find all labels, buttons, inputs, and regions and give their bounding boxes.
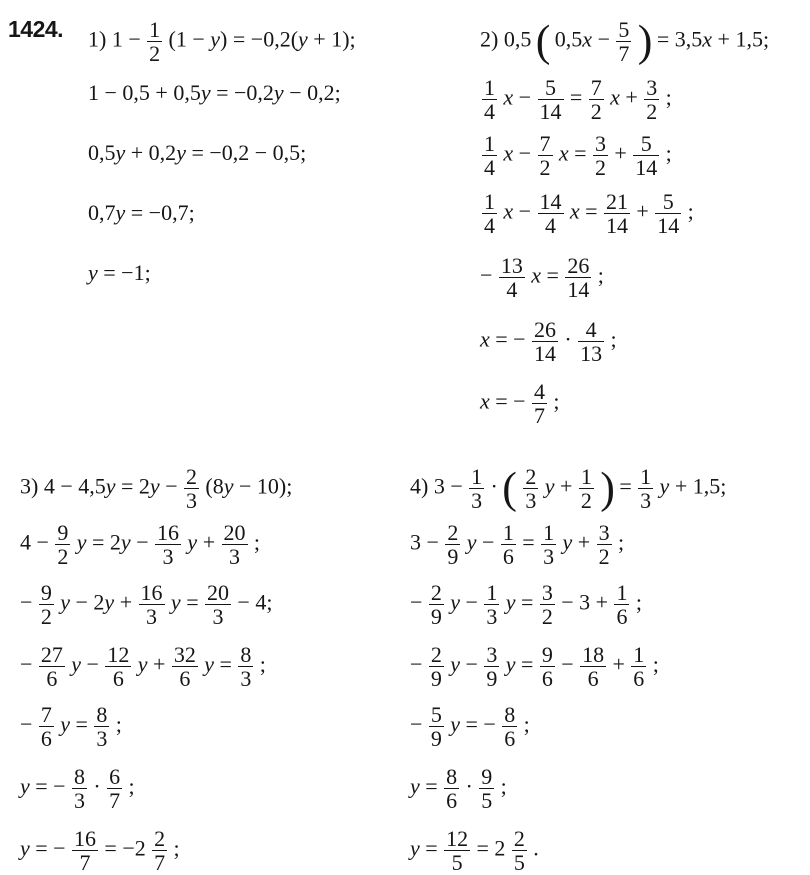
fraction bbox=[222, 521, 248, 568]
denominator: 3 bbox=[486, 604, 498, 630]
denominator: 3 bbox=[640, 488, 652, 514]
fraction bbox=[444, 765, 459, 812]
expr-text: y − 2y + bbox=[60, 589, 133, 615]
expr-text: ; bbox=[259, 651, 266, 677]
denominator: 14 bbox=[534, 341, 556, 367]
expr-text: ; bbox=[610, 326, 617, 352]
expr-text: ; bbox=[687, 198, 694, 224]
numerator: 2 bbox=[154, 826, 166, 851]
numerator: 13 bbox=[500, 253, 523, 278]
numerator: 4 bbox=[534, 379, 545, 404]
expr-text: y + 1,5; bbox=[659, 473, 727, 499]
fraction bbox=[205, 581, 231, 628]
expr-text: − bbox=[20, 651, 33, 677]
expr-text: 0,7y = −0,7; bbox=[88, 200, 195, 225]
fraction bbox=[479, 765, 494, 812]
expr-text: x = bbox=[531, 262, 559, 288]
expr-text: − 4; bbox=[237, 589, 273, 615]
expr-text: y + bbox=[137, 651, 166, 677]
fraction bbox=[39, 703, 54, 750]
denominator: 6 bbox=[46, 666, 58, 692]
fraction bbox=[633, 132, 659, 179]
expr-text: x + bbox=[610, 84, 638, 110]
denominator: 3 bbox=[186, 488, 198, 514]
expr-text: y = − bbox=[20, 773, 66, 799]
numerator: 5 bbox=[618, 17, 630, 42]
numerator: 8 bbox=[96, 702, 108, 727]
expr-text: · bbox=[564, 326, 572, 352]
numerator: 5 bbox=[430, 702, 442, 727]
denominator: 9 bbox=[486, 666, 498, 692]
expr-text: y − bbox=[466, 529, 495, 555]
numerator: 2 bbox=[186, 464, 198, 489]
expr-text: 1 − 0,5 + 0,5y = −0,2y − 0,2; bbox=[88, 80, 341, 105]
fraction bbox=[578, 318, 604, 365]
equation-line bbox=[410, 642, 663, 692]
fraction bbox=[589, 76, 604, 123]
equation-line bbox=[480, 16, 773, 67]
numerator: 9 bbox=[57, 520, 69, 545]
fraction bbox=[538, 132, 553, 179]
equation-line bbox=[480, 131, 676, 181]
denominator: 4 bbox=[484, 99, 495, 125]
denominator: 7 bbox=[79, 850, 91, 875]
equation-line bbox=[480, 317, 621, 367]
denominator: 7 bbox=[154, 850, 166, 875]
fraction bbox=[532, 380, 547, 427]
fraction bbox=[644, 76, 659, 123]
denominator: 4 bbox=[506, 277, 518, 303]
expr-text: y = bbox=[204, 651, 232, 677]
paren: ) bbox=[600, 463, 615, 513]
denominator: 4 bbox=[545, 213, 556, 239]
numerator: 5 bbox=[633, 132, 659, 156]
numerator: 6 bbox=[109, 764, 121, 789]
expr-text: 0,5x − bbox=[554, 26, 610, 52]
numerator: 18 bbox=[582, 642, 605, 667]
denominator: 6 bbox=[587, 666, 599, 692]
fraction bbox=[172, 643, 198, 690]
fraction bbox=[538, 76, 564, 123]
fraction bbox=[616, 18, 631, 65]
fraction bbox=[499, 254, 525, 301]
denominator: 7 bbox=[109, 788, 121, 814]
numerator: 2 bbox=[513, 826, 525, 851]
fraction bbox=[445, 521, 460, 568]
expr-text: y = bbox=[410, 835, 438, 861]
equation-line bbox=[88, 198, 199, 228]
denominator: 6 bbox=[616, 604, 628, 630]
numerator: 4 bbox=[578, 318, 604, 342]
expr-text: (1 − y) = −0,2(y + 1); bbox=[168, 26, 356, 52]
expr-text: x = bbox=[569, 198, 598, 224]
numerator: 5 bbox=[655, 190, 681, 214]
denominator: 3 bbox=[543, 544, 555, 570]
numerator: 7 bbox=[40, 702, 52, 727]
fraction bbox=[532, 318, 558, 365]
fraction bbox=[538, 190, 564, 237]
expr-text: ; bbox=[665, 84, 672, 110]
numerator: 14 bbox=[539, 189, 562, 214]
fraction bbox=[484, 643, 499, 690]
expr-text: x − bbox=[503, 198, 532, 224]
expr-text: ; bbox=[128, 773, 135, 799]
equation-line bbox=[20, 580, 277, 630]
fraction bbox=[501, 521, 516, 568]
expr-text: x = − bbox=[480, 388, 526, 414]
expr-text: x = − bbox=[480, 326, 526, 352]
expr-text: y + bbox=[544, 473, 573, 499]
denominator: 6 bbox=[633, 666, 645, 692]
denominator: 14 bbox=[657, 213, 680, 239]
denominator: 3 bbox=[146, 604, 158, 630]
fraction bbox=[39, 643, 65, 690]
denominator: 3 bbox=[96, 726, 108, 752]
denominator: 5 bbox=[451, 850, 463, 875]
paren: ( bbox=[502, 463, 517, 513]
numerator: 1 bbox=[502, 520, 514, 545]
expr-text: x − bbox=[503, 84, 532, 110]
expr-text: − 3 + bbox=[561, 589, 609, 615]
denominator: 6 bbox=[504, 726, 516, 752]
fraction bbox=[614, 581, 629, 628]
numerator: 3 bbox=[595, 131, 606, 156]
expr-text: − bbox=[20, 589, 33, 615]
fraction bbox=[94, 703, 109, 750]
fraction bbox=[482, 132, 497, 179]
fraction bbox=[597, 521, 612, 568]
fraction bbox=[512, 827, 527, 874]
expr-text: + bbox=[612, 651, 625, 677]
numerator: 26 bbox=[567, 253, 590, 278]
equation-line bbox=[410, 826, 543, 875]
equation-line bbox=[88, 17, 360, 67]
denominator: 14 bbox=[635, 155, 658, 181]
expr-text: · bbox=[93, 773, 101, 799]
expr-text: 1) 1 − bbox=[88, 26, 141, 52]
numerator: 1 bbox=[543, 520, 555, 545]
numerator: 1 bbox=[580, 464, 592, 489]
denominator: 3 bbox=[162, 544, 174, 570]
denominator: 3 bbox=[212, 604, 224, 630]
denominator: 14 bbox=[539, 99, 562, 125]
expr-text: ; bbox=[635, 589, 642, 615]
expr-text: 4 − bbox=[20, 529, 49, 555]
expr-text: y + bbox=[562, 529, 591, 555]
expr-text: y = − bbox=[20, 835, 66, 861]
equation-line bbox=[20, 642, 270, 692]
expr-text: y + bbox=[187, 529, 216, 555]
denominator: 6 bbox=[446, 788, 458, 814]
numerator: 2 bbox=[447, 520, 459, 545]
denominator: 3 bbox=[471, 488, 483, 514]
equation-line bbox=[20, 520, 264, 570]
numerator: 3 bbox=[598, 520, 610, 545]
expr-text: . bbox=[533, 835, 539, 861]
numerator: 20 bbox=[207, 580, 230, 605]
equation-line bbox=[20, 764, 139, 814]
fraction bbox=[540, 643, 555, 690]
solution-part-1 bbox=[88, 18, 418, 288]
fraction bbox=[604, 190, 630, 237]
equation-line bbox=[88, 138, 311, 168]
numerator: 7 bbox=[590, 75, 602, 100]
numerator: 3 bbox=[486, 642, 498, 667]
numerator: 20 bbox=[223, 520, 246, 545]
expr-text: ; bbox=[115, 711, 122, 737]
numerator: 1 bbox=[633, 642, 645, 667]
denominator: 4 bbox=[484, 213, 495, 239]
numerator: 7 bbox=[539, 131, 551, 156]
numerator: 21 bbox=[606, 189, 628, 214]
denominator: 13 bbox=[580, 341, 603, 367]
fraction bbox=[152, 827, 167, 874]
fraction bbox=[429, 703, 444, 750]
expr-text: − bbox=[561, 651, 574, 677]
numerator: 16 bbox=[157, 520, 180, 545]
numerator: 12 bbox=[107, 642, 130, 667]
expr-text: y = 2y − bbox=[76, 529, 149, 555]
denominator: 5 bbox=[481, 788, 493, 814]
expr-text: = bbox=[522, 529, 535, 555]
expr-text: + bbox=[636, 198, 649, 224]
fraction bbox=[638, 465, 653, 512]
numerator: 26 bbox=[534, 317, 556, 342]
expr-text: y = bbox=[60, 711, 88, 737]
denominator: 2 bbox=[40, 604, 52, 630]
numerator: 2 bbox=[430, 642, 442, 667]
denominator: 2 bbox=[590, 99, 602, 125]
solution-part-3 bbox=[20, 464, 390, 875]
expr-text: y = bbox=[410, 773, 438, 799]
denominator: 3 bbox=[229, 544, 241, 570]
expr-text: ; bbox=[597, 262, 604, 288]
equation-line bbox=[88, 78, 345, 108]
expr-text: = 2 bbox=[476, 835, 506, 861]
fraction bbox=[482, 76, 497, 123]
fraction bbox=[39, 581, 54, 628]
denominator: 2 bbox=[595, 155, 606, 181]
equation-line bbox=[480, 253, 608, 303]
expr-text: x − bbox=[503, 140, 532, 166]
denominator: 2 bbox=[539, 155, 551, 181]
denominator: 3 bbox=[525, 488, 537, 514]
fraction bbox=[139, 581, 165, 628]
numerator: 32 bbox=[173, 642, 196, 667]
denominator: 6 bbox=[40, 726, 52, 752]
fraction bbox=[580, 643, 606, 690]
solution-part-2 bbox=[480, 18, 805, 438]
numerator: 8 bbox=[74, 764, 85, 789]
equation-line bbox=[410, 580, 646, 630]
numerator: 9 bbox=[40, 580, 52, 605]
expr-text: ; bbox=[553, 388, 560, 414]
expr-text: 2) 0,5 bbox=[480, 26, 532, 52]
fraction bbox=[429, 643, 444, 690]
numerator: 8 bbox=[504, 702, 516, 727]
expr-text: 0,5y + 0,2y = −0,2 − 0,5; bbox=[88, 140, 307, 165]
denominator: 6 bbox=[179, 666, 191, 692]
expr-text: y = − bbox=[450, 711, 496, 737]
numerator: 8 bbox=[446, 764, 458, 789]
denominator: 14 bbox=[606, 213, 628, 239]
fraction bbox=[565, 254, 591, 301]
numerator: 8 bbox=[240, 642, 252, 667]
fraction bbox=[593, 132, 608, 179]
expr-text: y − bbox=[450, 651, 478, 677]
expr-text: (8y − 10); bbox=[205, 473, 293, 499]
expr-text: + bbox=[614, 140, 627, 166]
numerator: 1 bbox=[149, 17, 161, 42]
numerator: 2 bbox=[525, 464, 537, 489]
fraction bbox=[429, 581, 444, 628]
fraction bbox=[444, 827, 470, 874]
numerator: 16 bbox=[140, 580, 163, 605]
numerator: 1 bbox=[486, 580, 498, 605]
numerator: 1 bbox=[471, 464, 483, 489]
expr-text: ; bbox=[523, 711, 530, 737]
expr-text: ; bbox=[253, 529, 261, 555]
equation-line bbox=[88, 258, 155, 288]
denominator: 2 bbox=[598, 544, 610, 570]
expr-text: = bbox=[619, 473, 632, 499]
denominator: 9 bbox=[430, 604, 442, 630]
equation-line bbox=[20, 702, 126, 752]
equation-line bbox=[410, 520, 629, 570]
denominator: 7 bbox=[618, 41, 630, 67]
expr-text: 3 − bbox=[410, 529, 439, 555]
denominator: 6 bbox=[541, 666, 553, 692]
equation-line bbox=[20, 826, 184, 875]
paren: ( bbox=[535, 16, 551, 66]
numerator: 12 bbox=[446, 826, 469, 851]
numerator: 3 bbox=[541, 580, 553, 605]
expr-text: ; bbox=[665, 140, 672, 166]
fraction bbox=[541, 521, 556, 568]
fraction bbox=[540, 581, 555, 628]
denominator: 6 bbox=[112, 666, 124, 692]
denominator: 9 bbox=[447, 544, 459, 570]
fraction bbox=[107, 765, 122, 812]
fraction bbox=[482, 190, 497, 237]
fraction bbox=[523, 465, 538, 512]
fraction bbox=[184, 465, 199, 512]
denominator: 3 bbox=[240, 666, 252, 692]
expr-text: 4) 3 − bbox=[410, 473, 463, 499]
denominator: 9 bbox=[430, 726, 442, 752]
expr-text: · bbox=[490, 473, 498, 499]
equation-line bbox=[480, 189, 698, 239]
denominator: 2 bbox=[149, 41, 161, 67]
expr-text: − bbox=[410, 651, 423, 677]
expr-text: x = bbox=[558, 140, 587, 166]
expr-text: ; bbox=[652, 651, 659, 677]
expr-text: 3) 4 − 4,5y = 2y − bbox=[20, 473, 178, 499]
expr-text: ; bbox=[617, 529, 625, 555]
expr-text: − bbox=[410, 711, 423, 737]
denominator: 2 bbox=[541, 604, 553, 630]
fraction bbox=[502, 703, 517, 750]
denominator: 2 bbox=[57, 544, 69, 570]
expr-text: − bbox=[480, 262, 493, 288]
fraction bbox=[55, 521, 70, 568]
numerator: 3 bbox=[646, 75, 658, 100]
denominator: 9 bbox=[430, 666, 442, 692]
equation-line bbox=[480, 379, 564, 429]
numerator: 9 bbox=[481, 764, 493, 789]
expr-text: = 3,5x + 1,5; bbox=[656, 26, 770, 52]
fraction bbox=[238, 643, 253, 690]
expr-text: = bbox=[569, 84, 583, 110]
numerator: 9 bbox=[541, 642, 553, 667]
expr-text: y − bbox=[450, 589, 478, 615]
numerator: 1 bbox=[484, 131, 495, 156]
solution-part-4 bbox=[410, 463, 805, 875]
expr-text: y = bbox=[170, 589, 199, 615]
fraction bbox=[105, 643, 131, 690]
numerator: 1 bbox=[484, 189, 495, 214]
denominator: 6 bbox=[502, 544, 514, 570]
numerator: 1 bbox=[616, 580, 628, 605]
fraction bbox=[469, 465, 484, 512]
numerator: 5 bbox=[538, 76, 564, 100]
equation-line bbox=[20, 464, 297, 514]
fraction bbox=[155, 521, 181, 568]
denominator: 5 bbox=[513, 850, 525, 875]
numerator: 1 bbox=[484, 75, 495, 100]
expr-text: ; bbox=[173, 835, 180, 861]
fraction bbox=[655, 190, 681, 237]
expr-text: ; bbox=[500, 773, 507, 799]
expr-text: · bbox=[465, 773, 473, 799]
expr-text: = −2 bbox=[104, 835, 146, 861]
numerator: 16 bbox=[74, 826, 96, 851]
expr-text: − bbox=[410, 589, 423, 615]
fraction bbox=[631, 643, 646, 690]
expr-text: y = bbox=[505, 589, 534, 615]
numerator: 2 bbox=[430, 580, 442, 605]
equation-line bbox=[410, 463, 731, 514]
numerator: 1 bbox=[640, 464, 652, 489]
paren: ) bbox=[637, 16, 653, 66]
equation-line bbox=[410, 764, 511, 814]
denominator: 4 bbox=[484, 155, 495, 181]
numerator: 27 bbox=[40, 642, 63, 667]
expr-text: y = bbox=[505, 651, 534, 677]
denominator: 14 bbox=[567, 277, 590, 303]
fraction bbox=[147, 18, 162, 65]
expr-text: − bbox=[20, 711, 33, 737]
fraction bbox=[579, 465, 594, 512]
denominator: 7 bbox=[534, 403, 545, 429]
fraction bbox=[72, 765, 87, 812]
fraction bbox=[72, 827, 98, 874]
denominator: 3 bbox=[74, 788, 85, 814]
expr-text: y − bbox=[71, 651, 99, 677]
equation-line bbox=[480, 75, 676, 125]
fraction bbox=[484, 581, 499, 628]
equation-line bbox=[410, 702, 534, 752]
problem-number: 1424. bbox=[8, 16, 64, 42]
expr-text: y = −1; bbox=[88, 260, 151, 285]
denominator: 2 bbox=[646, 99, 658, 125]
denominator: 2 bbox=[580, 488, 592, 514]
